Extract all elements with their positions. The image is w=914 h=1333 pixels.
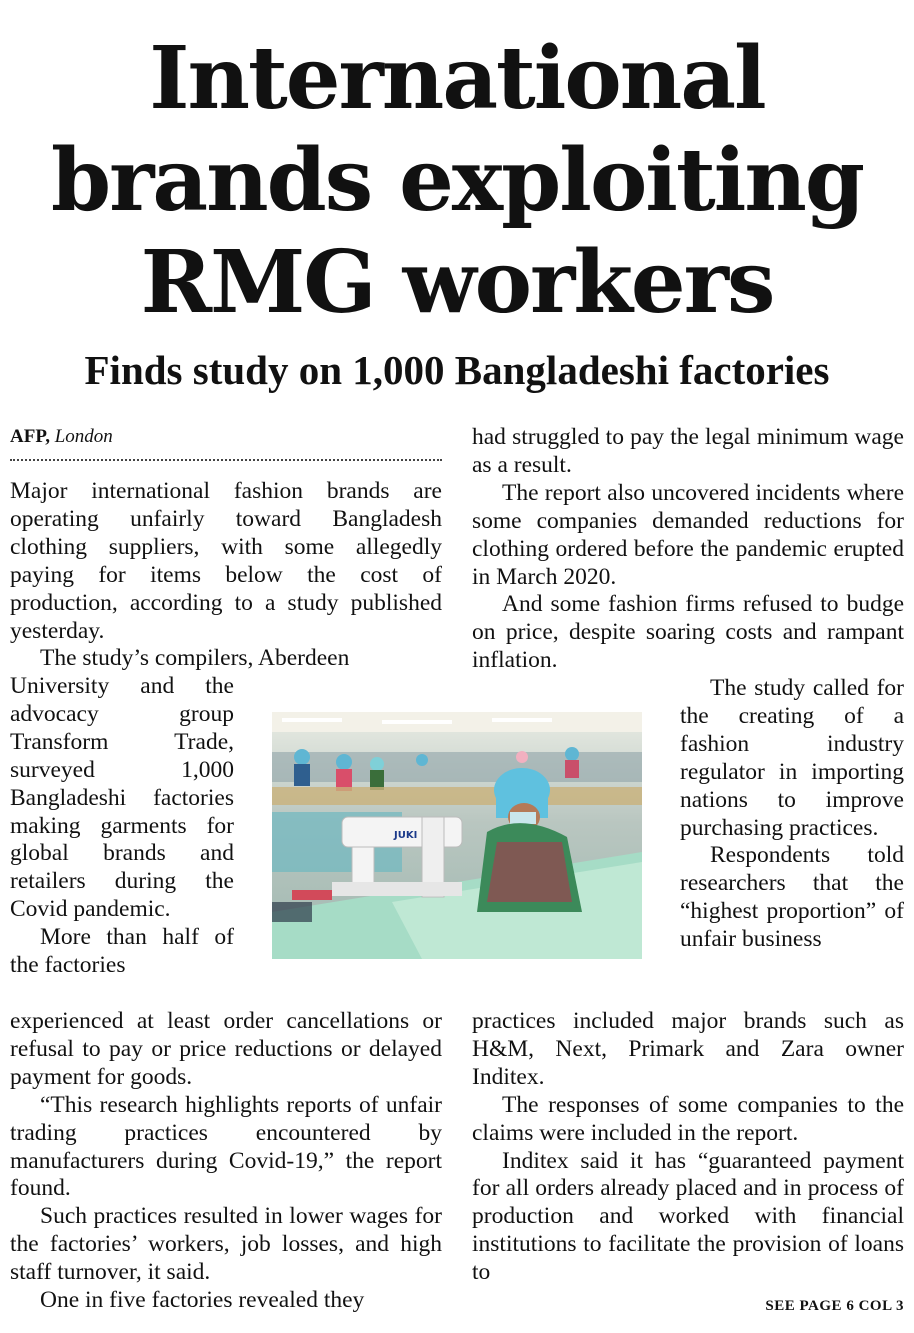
article-paragraph: One in five factories revealed they — [40, 1287, 365, 1314]
article-paragraph: “This research highlights reports of unfair trading practices encountered by manufacturers during Covid-19,” the report found. — [10, 1091, 442, 1202]
continued-on-label: SEE PAGE 6 COL 3 — [765, 1298, 904, 1314]
headline-line-3: RMG workers — [140, 232, 774, 333]
article-paragraph: practices included major brands such as H&M, Next, Primark and Zara owner Inditex. — [472, 1008, 904, 1090]
col2-wrap — [680, 675, 904, 954]
article-paragraph: The study called for the creating of a fashion industry regulator in importing nations to improve purchasing practices. — [680, 675, 904, 841]
article-paragraph: The study’s compilers, Aberdeen — [40, 645, 350, 672]
article-paragraph: experienced at least order cancellations or refusal to pay or price reductions or delayed payment for goods. — [10, 1008, 442, 1090]
byline-location: London — [54, 426, 113, 447]
article-paragraph: And some fashion firms refused to budge on price, despite soaring costs and rampant inflation. — [472, 591, 904, 674]
article-paragraph: Respondents told researchers that the “highest proportion” of unfair business — [680, 842, 904, 953]
article-paragraph: The responses of some companies to the claims were included in the report. — [472, 1091, 904, 1146]
byline-agency: AFP, — [10, 426, 50, 447]
col1-top — [10, 478, 442, 673]
article-paragraph: More than half of the factories — [10, 924, 234, 979]
subheadline: Finds study on 1,000 Bangladeshi factories — [84, 347, 830, 393]
article-paragraph: Inditex said it has “guaranteed payment for all orders already placed and in process of production and worked with financial institutions to facilitate the provision of loans to — [472, 1147, 904, 1286]
article-paragraph: Such practices resulted in lower wages for the factories’ workers, job losses, and high staff turnover, it said. — [10, 1203, 442, 1286]
article-paragraph: Major international fashion brands are operating unfairly toward Bangladesh clothing suppliers, with some allegedly paying for items below the cost of production, according to a study published yesterday. — [10, 478, 442, 644]
garment-factory-photo — [272, 712, 642, 959]
article-paragraph: had struggled to pay the legal minimum wage as a result. — [472, 424, 904, 478]
col2-top — [472, 424, 904, 675]
byline-divider — [10, 459, 442, 461]
byline — [10, 424, 442, 450]
col2-bottom — [472, 1008, 904, 1287]
article-paragraph: The report also uncovered incidents where some companies demanded reductions for clothing ordered before the pandemic erupted in March 2020. — [472, 479, 904, 590]
headline-line-1: International — [149, 28, 765, 129]
article-paragraph: University and the advocacy group Transform Trade, surveyed 1,000 Bangladeshi factories making garments for global brands and retailers during the Covid pandemic. — [10, 673, 234, 923]
col1-bottom — [10, 1008, 442, 1315]
headline-line-2: brands exploiting — [50, 130, 864, 231]
machine-brand-label: JUKI — [394, 830, 418, 841]
headline — [0, 28, 914, 334]
col1-wrap — [10, 673, 234, 980]
article-photo — [272, 712, 642, 959]
